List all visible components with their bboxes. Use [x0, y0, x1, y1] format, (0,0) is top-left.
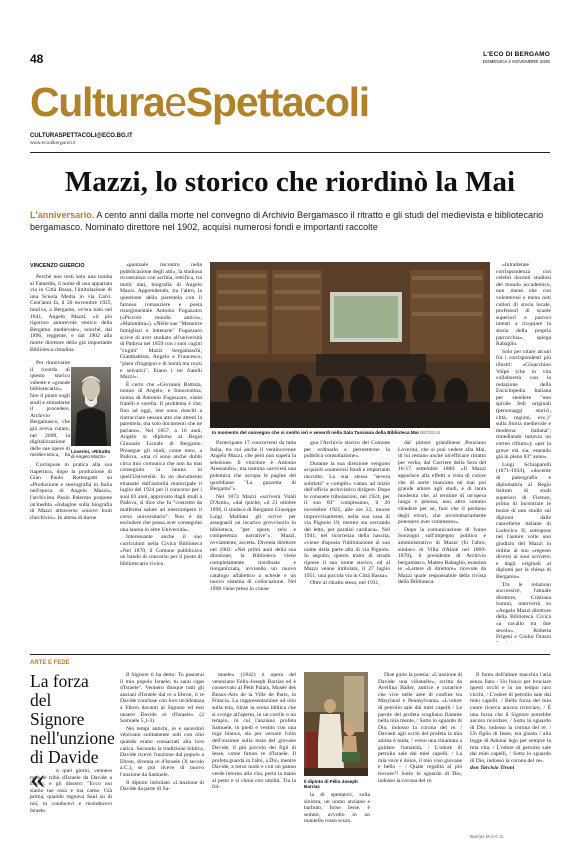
section-rule — [30, 654, 550, 655]
painting-caption: Il dipinto di Félix-Joseph Barrias — [304, 779, 358, 790]
paragraph: Solo per citare alcuni fra i corrispondenti più illustri: «Gioacchino Volpe (che in vita collaborerà con la redazione della Enciclopedia Italiana per stendere "uno spirale fedi originali (personaggi storici, città, regioni, ecc.)" sulla Storia medievale e moderna italiana", rimediando tuttavia un corteo rifiuto»); «per la grave età sia, essendo già in pieno 83° anno». — [496, 348, 551, 461]
painting-credit: Barrias M.A.C.S. — [470, 834, 505, 839]
second-col-b — [120, 672, 204, 844]
paragraph: Tra le relazioni successive, l'attuale direttore, Cristiana Iommi, interverrà su «Angelo Mazzi direttore della Biblioteca Civica «a cavallo tra due secolo». Roberta Frigeni e Giulio Orazio — [496, 581, 551, 641]
second-col-a — [30, 768, 112, 844]
main-col-4 — [304, 440, 390, 642]
paragraph: Il dipinto intitolato «L'unzione di Davide da parte di Sa- — [120, 779, 204, 793]
main-col-3 — [210, 440, 296, 642]
newspaper-name: L'ECO DI BERGAMO — [483, 51, 550, 58]
paragraph: Durante la sua direzione vengono acquisiti «numerosi fondi e importanti raccolte. La sua stessa "severa sobrietà" e compiti» vanno ad inizio dell'ufficio archivistico dirigere. Dopo le consuete tribolazioni, nel 1924, per il suo 83° compleanno, il 20 novembre 1925, alle ore 22, muore improvvisamente, nella sua casa di via Pignolo 19, mentre sta cercando del letto, per paralisi cardiaca». Nel 1941, nel ricorrenza della nascita, «viene disposta l'intitolazione al suo nome della parte alta di via Pignolo. In seguito, questo tratto di strada riprese il suo nome storico, ed al Mazzi venne intitolata, il 27 luglio 1951, una piccola via in Città Bassa». — [304, 460, 390, 579]
paragraph: Per rinnovarne il ricordo di questo storico valente e «grande bibliotecario», fare il punto sugli studi e stimolarne il procedere, Archivio Bergamasco, che già aveva curato, nel 2009, la digitalizzazione delle sue opere di medievistica, ha — [30, 360, 70, 458]
signature: don Tarcisio Tironi — [470, 765, 515, 772]
photo-caption-text: In momento del convegno che si svolto ieri e venerdì nella Sala Tassiana della Biblioteca Mai — [212, 430, 419, 435]
main-col-1 — [30, 274, 112, 360]
second-col-e — [378, 672, 462, 844]
page-number: 48 — [30, 52, 44, 66]
paragraph: «puntuale riscontro nella pubblicazione degli atti», la studiosa ricostruisce con acribia, retrifica, tra molti dati, biografia di Angelo Mazzi. Apprendendo, tra l'altro, la questione della parentela con il famoso romanziere e poeta risorgimentale Antonio Fogazzaro («Piccolo mondo antico», «Malombra»). «Nelle sue "Memorie famigliari e letterarie" Fogazzaro scrive di aver studiato all'università di Padova nel 1859 con i suoi cugini "cugini" Mazzi bergamaschi, Giambattista, Angelo e Francesco, "pieni d'ingegno e di bontà ma rozzi e selvatici". Erano i tre fratelli Mazzi». — [120, 262, 202, 381]
paragraph: Perché non resti solo una tomba al Famedio, il nome di una appartata via in Città Bassa, l'intitolazione di una Scuola Media in via Calvi. Cent'anni fa, il 20 novembre 1925, moriva, a Bergamo, ov'era nato nel 1841, Angelo Mazzi, «il più rigoroso autorevole storico della Bergamo medievale», nonché, dal 1896, reggente, e dal 1902 alla morte direttore della già importante Biblioteca cittadina. — [30, 274, 112, 353]
second-headline: La forza del Signore nell'unzione di Davide — [30, 671, 115, 767]
main-col-6 — [496, 262, 551, 642]
paragraph: Oltre al ritratto steso, nel 1931, — [310, 580, 380, 587]
portrait-photo — [71, 367, 111, 446]
photo-credit: BEDOLIS — [420, 430, 441, 435]
section-website[interactable]: www.ecodibergamo.it — [30, 141, 76, 146]
paragraph: muele» (1842) è opera del veneziano Félix-Joseph Barrias ed è conservato al Petit Palais, Musée des Beaux-Arts de la Ville de Paris, in Francia. La rappresentazione ad olio sulla tela, ritrae la scena biblica che si svolge all'aperto, in un cortile o un tempio, in cui l'anziano profeta Samuele, in piedi e vestito con una toga bianca, sta per versare l'olio dell'unzione sulla testa del giovane Davide, il più piccolo dei figli di Iesse, come futuro re d'Israele. Il profeta guarda in l'alto, a Dio, mentre Davide, a torso nudo e con un panno verde intorno alla vita, porta la mano al petto e si china con umiltà. Tra la fol- — [212, 672, 296, 791]
section-title-part2: Spettacoli — [185, 79, 369, 125]
photo-caption — [212, 430, 490, 435]
paragraph: gna l'Archivio storico del Comune per ordinarlo e permetterne la pubblica consultazione». — [304, 440, 390, 460]
paragraph: Nel 1873 Mazzi «scriverà Vitali D'Amb», «dal quiche, «il 21 ottobre 1896, il sindaco di Bergamo Giuseppe Luigi Malliani gli scrive per assegnarli un incarico provvisorio in biblioteca, "per opere, zelo e competenza narrative"». Mazzi, ovviamente, accetta. Diventa direttore nel 1902. «Nei primi anni della sua direzione, la Biblioteca viene completamente riordinata e riorganizzata, avviando un nuovo catalogo alfabetico a schede e un nuovo sistema di collocazione. Nel 1908 viene preso in conse- — [210, 493, 296, 593]
paragraph: Dopo la comunicazione di Ivano Sonzogni sull'impegno politico e amministrativo di Mazzi (fu l'altro, sindaco di Villa d'Almè nel 1869-1870), il presidente di Archivio bergamasco, Matteo Rabaglio, esamina le «Lettere di direttore» ricevute da Mazzi quale responsabile della rivista della Biblioteca. — [398, 526, 486, 586]
section-email[interactable]: CULTURASPETTACOLI@ECO.BG.IT — [30, 133, 133, 139]
portrait-caption-rest: di Angelo Mazzi» — [71, 454, 106, 460]
portrait-caption-bold: Loverini, «Ritratto — [71, 449, 111, 454]
paragraph: Il Signore ti ha detto: Tu pascerai il mio popolo Israele, tu sarai capo d'Israele". Vennero dunque tutti gli anziani d'Israele dal re a Ebron, il re Davide concluse con loro un'alleanza a Ebron davanti al Signore ed essi unsero Davide re d'Israele» (2 Samuele 5,1-3). — [120, 672, 204, 725]
byline: VINCENZO GUERCIO — [30, 263, 85, 269]
section-title-part1: Cultura — [30, 79, 165, 125]
paragraph: n quei giorni, vennero tutte le tribù d'Israele da Davide a Ebron, e gli dissero: "Ecco noi siamo tue ossa e tua carne. Già prima, quando regnava Saul su di noi, tu conducevi e riconducevi Israele. — [30, 768, 112, 814]
conference-photo — [210, 262, 490, 428]
main-col-1-mid — [30, 360, 70, 458]
main-col-1-lower — [30, 462, 112, 642]
second-section-label: ARTE E FEDE — [30, 660, 70, 666]
main-headline: Mazzi, lo storico che riordinò la Mai — [64, 166, 516, 198]
main-col-5 — [398, 440, 486, 642]
paragraph: Corrispose in pratica alla sua riapertura, dopo la produzione di Gian Paolo Rottengatti su «Produzione e storiografia in Italia nell'epoca di Angelo Mazzi», l'archivista Paolo Palermo propone un'inedita «Indagine sulla biografia di Mazzi attraverso «nuove fonti d'archivio». In attesa di durne — [30, 462, 112, 521]
second-col-f — [470, 672, 551, 828]
kicker: L'anniversario. — [30, 210, 95, 220]
header-rule — [30, 152, 550, 153]
issue-date: DOMENICA 2 NOVEMBRE 2025 — [482, 59, 550, 64]
second-col-d — [304, 792, 370, 844]
quote-mark: « — [30, 762, 45, 795]
painting — [304, 672, 368, 776]
paragraph: «Intrattenne corrispondenza con celebri docenti studiosi del mondo accademico, non meno che con volenterosi e meno noti cultori di storia locale, professori di scuole superiori e parroci intenti a ricopiare la storia della propria parrocchia», spiega Rabaglio. — [496, 262, 551, 348]
main-subhead — [30, 209, 550, 233]
second-col-c — [212, 672, 296, 844]
subhead-text: A cento anni dalla morte nel convegno di Archivio Bergamasco il ritratto e gli studi del medievista e bibliotecario bergamasco. Nominato direttore nel 1902, acquisì numerosi fondi e importanti raccolte — [30, 210, 544, 232]
paragraph: la di spettatori, sulla sinistra, un uomo anziano e barbuto, forse Iesse, è seduto, avvolto in un mantello rosso scuro. — [304, 792, 370, 825]
paragraph: Luigi Schiaparelli (1871-1934), «docente di paleografia e diplomatica al Regio Istituto di studi superiori di Firenze, prima di incontrare le bozze di uno studio sul diplomi dalle cancellerie italiane di Lodovico II, sottopose nel l'autore volle uno giudizio del Mazzi in ordine al suo «regesto diversi ai suoi scrivere, e dagli originali ai diplomi per la chiesa di Bergamo». — [496, 461, 551, 580]
paragraph: Nei tempi antichi, re e sacerdoti venivano solitamente unti con olio quando erano consacrati alla loro carica. Secondo la tradizione biblica, Davide ricevé l'unzione dal popolo a Ebron, diventa re d'Israele (X secolo a.C.), se poi riceve di nuovo l'unzione da Samuele. — [120, 725, 204, 778]
paragraph: È certo che «Giovanni Battista, nonno di Angelo, e Innocentina, nonna di Antonio Fogazzaro, siano fratelli e sorella. Il problema è che, fino ad oggi, non sono riusciti a rintracciare nessun atto che attesti la parentela, ma solo documenti che ne parlano». Nel 1857, a 16 anni, Angelo si diploma al Regio Ginnasio Liceale di Bergamo. Prosegue gli studi, come noto, a Padova, «ma ci sono anche dubbi circa mio comunica che non ha mai conseguito la laurea in quell'Università. In un documento emanato dall'autorità municipale il luglio del 1924 per il concorso per i suoi 83 anni, approvato dagli studi a Padova, si dice che fu "costretto da malferma salute ad interrompere il corso universitario". Non è da escludere che possa aver conseguito una laurea in altre Università». — [120, 381, 202, 533]
paragraph: Dise guito la poesia: «L'unzione di Davide: una villanelle», scritta da Avellina Bailer, autrice e curatrice che vive nelle aree di confine tra Maryland e Pennsylvania. «L'odore di petrolio sale dai miei capelli / Le parole del profeta scagliano fiamme nella mia mente, / Sotto lo sguardo di Dio, indosso la corona del re. / Davanti agli occhi del profeta la mia anima è nuda; / verso una chiamata a guidare l'umanità, / L'odore di petrolio sale dai miei capelli. / La mia voce è dolce, il mio viso giovane e bello – / Quale regalità al più trovare?! Sotto lo sguardo di Dio, indosso la corona del re. — [378, 672, 462, 784]
paragraph: Partecipano 17 concorrenti da tutta Italia, tra cui anche il ventinovenne Angelo Mazzi, che però non supera la selezione. Il vincitore è Antonio Alessandri», ma nomina «arriverà una polemica che occupa le pagine del quotidiano "La gazzetta di Bergamo"». — [210, 440, 296, 493]
section-title-e: e — [164, 79, 186, 125]
paragraph: dal pittore grandinese Ponziano Loverini, che si può vedere alla Mai, di lui restano anche un'efficace ritratto per verba, dal Corriere della Sera del 16-17 settembre 1880: «Il Mazzi apparisce alla effetti a vista di colore che di sorte mancano né mai poi grande amore agli studi, e di tanta modestia che, al termine di un'opera lunga e penosa, non altro sommo chiedere per sé, fuor che il perdono degli errori, che involontariamente potessero aver commesso». — [398, 440, 486, 526]
main-col-2 — [120, 262, 202, 642]
paragraph: Il fumo dell'altare macchia l'aria senza fiato / Un fuoco per bruciare questi occhi e in un tempo raro cicchi, / L'odore di petrolio sale dai miei capelli. / Bella forza del mio cuore ricerca ancora ricercare, / È una forza che il Signore potrebbe ancora ricordare, / Sotto lo sguardo di Dio, indosso la corona del re. / Un figlio di Iesse, era giusto / alla legge di Adonai lego per sempre la mia vita, / L'odore di petrolio sale dai miei capelli, / Sotto lo sguardo di Dio, indosso la corona del re». — [470, 672, 551, 764]
section-title — [30, 79, 369, 125]
portrait-caption — [71, 449, 113, 460]
paragraph: Interessante anche il suo curriculum nella Civica Biblioteca «Nel 1870, il Comune pubblicava un bando di concorso per il posto di bibliotecario civico. — [120, 534, 202, 567]
